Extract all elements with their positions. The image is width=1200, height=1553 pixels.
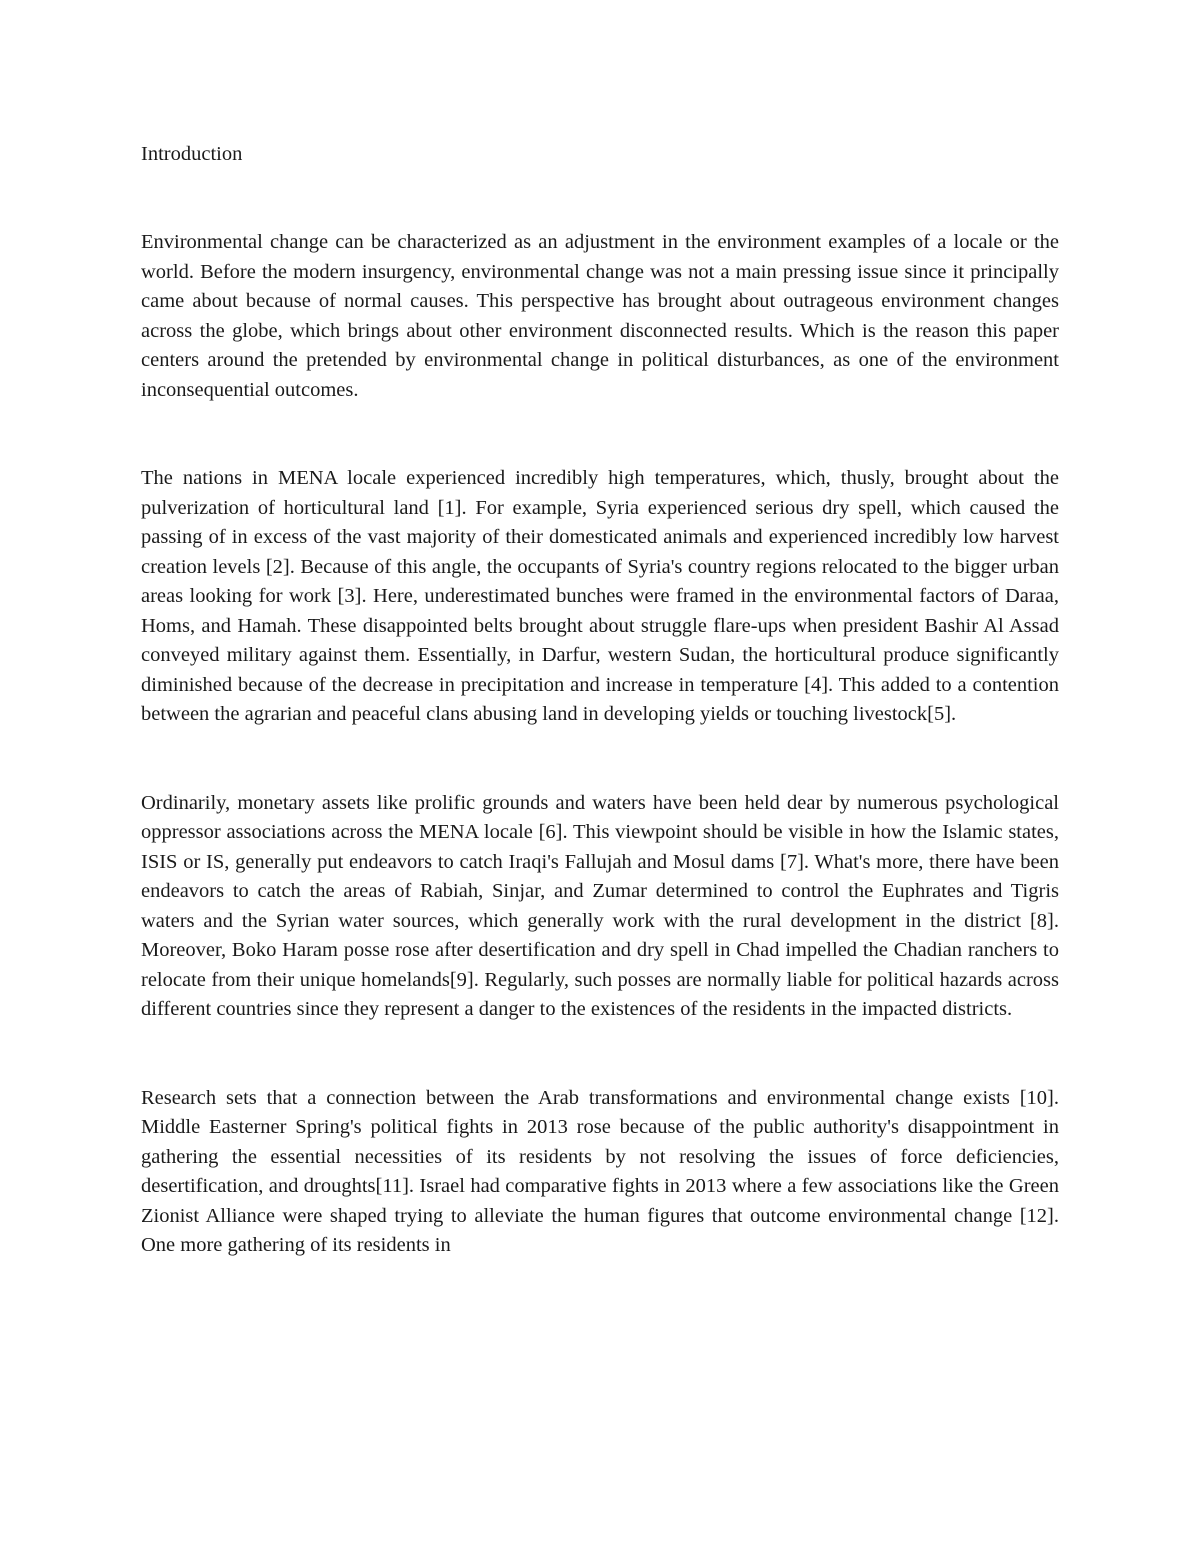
section-heading: Introduction: [141, 143, 243, 165]
paragraph-4: Research sets that a connection between the Arab transformations and environmental change exists [10]. Middle Easterner Spring's political fights in 2013 rose because of the public authority's disappointment in gathering the essential necessities of its residents by not resolving the issues of force deficiencies, desertification, and droughts[11]. Israel had comparative fights in 2013 where a few associations like the Green Zionist Alliance were shaped trying to alleviate the human figures that outcome environmental change [12]. One more gathering of its residents in: [141, 1086, 1059, 1256]
paragraph-1: Environmental change can be characterized as an adjustment in the environment examples of a locale or the world. Before the modern insurgency, environmental change was not a main pressing issue since it principally came about because of normal causes. This perspective has brought about outrageous environment changes across the globe, which brings about other environment disconnected results. Which is the reason this paper centers around the pretended by environmental change in political disturbances, as one of the environment inconsequential outcomes.: [141, 231, 1059, 401]
document-body: [141, 140, 1059, 1320]
paragraph-3: Ordinarily, monetary assets like prolific grounds and waters have been held dear by numerous psychological oppressor associations across the MENA locale [6]. This viewpoint should be visible in how the Islamic states, ISIS or IS, generally put endeavors to catch Iraqi's Fallujah and Mosul dams [7]. What's more, there have been endeavors to catch the areas of Rabiah, Sinjar, and Zumar determined to control the Euphrates and Tigris waters and the Syrian water sources, which generally work with the rural development in the district [8]. Moreover, Boko Haram posse rose after desertification and dry spell in Chad impelled the Chadian ranchers to relocate from their unique homelands[9]. Regularly, such posses are normally liable for political hazards across different countries since they represent a danger to the existences of the residents in the impacted districts.: [141, 791, 1059, 1020]
paragraph-2: The nations in MENA locale experienced incredibly high temperatures, which, thusly, brought about the pulverization of horticultural land [1]. For example, Syria experienced serious dry spell, which caused the passing of in excess of the vast majority of their domesticated animals and experienced incredibly low harvest creation levels [2]. Because of this angle, the occupants of Syria's country regions relocated to the bigger urban areas looking for work [3]. Here, underestimated bunches were framed in the environmental factors of Daraa, Homs, and Hamah. These disappointed belts brought about struggle flare-ups when president Bashir Al Assad conveyed military against them. Essentially, in Darfur, western Sudan, the horticultural produce significantly diminished because of the decrease in precipitation and increase in temperature [4]. This added to a contention between the agrarian and peaceful clans abusing land in developing yields or touching livestock[5].: [141, 467, 1059, 725]
